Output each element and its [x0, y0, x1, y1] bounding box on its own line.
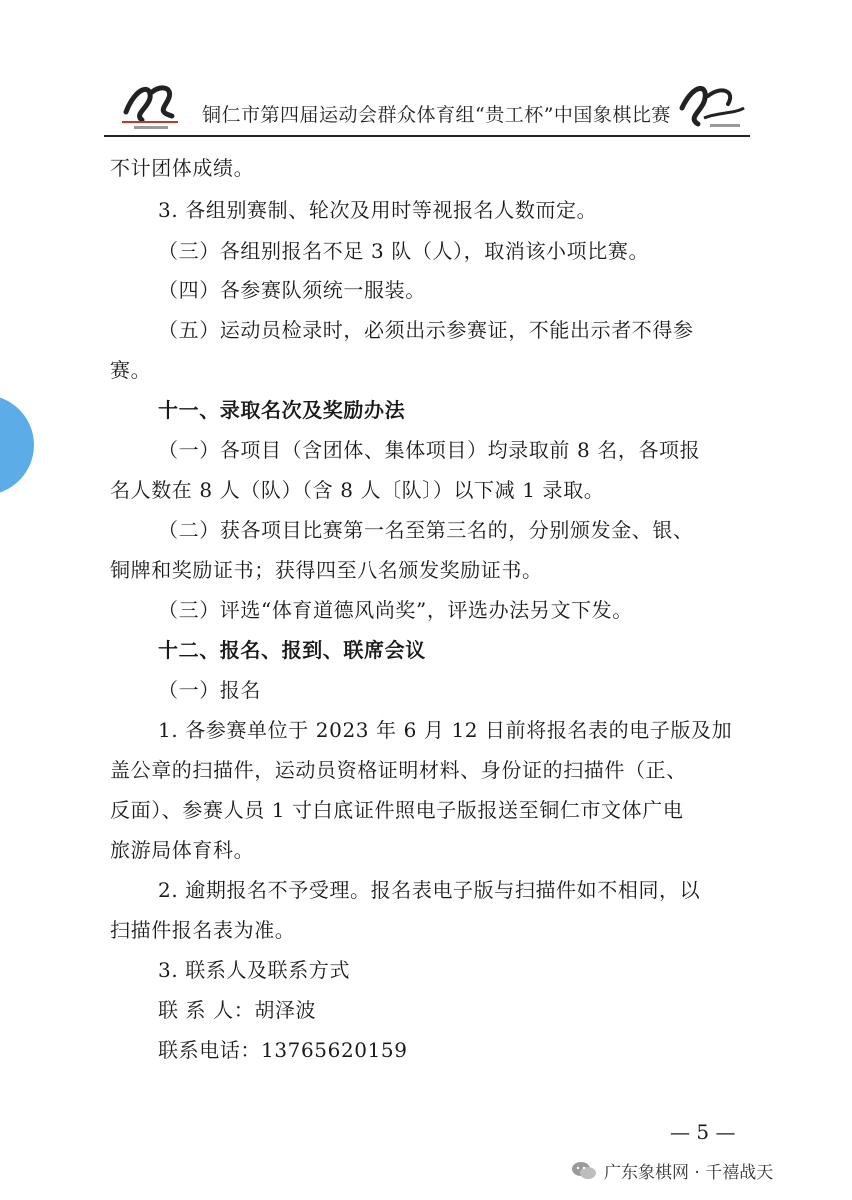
text-line: （三）评选“体育道德风尚奖”，评选办法另文下发。: [158, 598, 633, 622]
text-line: 3. 联系人及联系方式: [158, 958, 351, 982]
text-line: 盖公章的扫描件，运动员资格证明材料、身份证的扫描件（正、: [110, 758, 687, 782]
text-line: 名人数在 8 人（队）（含 8 人〔队〕）以下减 1 录取。: [110, 478, 605, 502]
text-line: 扫描件报名表为准。: [110, 918, 296, 942]
text-line: 3. 各组别赛制、轮次及用时等视报名人数而定。: [158, 198, 598, 222]
text-line: （五）运动员检录时，必须出示参赛证，不能出示者不得参: [158, 318, 694, 342]
text-line: （一）各项目（含团体、集体项目）均录取前 8 名，各项报: [158, 438, 701, 462]
text-line: 不计团体成绩。: [110, 156, 255, 180]
text-line: 铜牌和奖励证书；获得四至八名颁发奖励证书。: [110, 558, 543, 582]
text-line: 赛。: [110, 358, 152, 382]
wechat-icon: [570, 1160, 598, 1182]
document-header: [104, 74, 750, 136]
games-logo-icon: [112, 78, 188, 134]
games-emblem-icon: [674, 78, 750, 134]
section-heading: 十一、录取名次及奖励办法: [158, 398, 406, 422]
text-line: （四）各参赛队须统一服装。: [158, 278, 426, 302]
contact-phone: 联系电话：13765620159: [158, 1038, 408, 1062]
text-line: 2. 逾期报名不予受理。报名表电子版与扫描件如不相同，以: [158, 878, 701, 902]
text-line: （三）各组别报名不足 3 队（人），取消该小项比赛。: [158, 239, 650, 263]
text-line: 1. 各参赛单位于 2023 年 6 月 12 日前将报名表的电子版及加: [158, 718, 733, 742]
text-line: （二）获各项目比赛第一名至第三名的，分别颁发金、银、: [158, 518, 694, 542]
floating-bubble-icon[interactable]: [0, 395, 34, 495]
header-rule: [104, 135, 750, 137]
page-number: — 5 —: [670, 1120, 736, 1144]
text-line: 旅游局体育科。: [110, 838, 255, 862]
watermark-text: 广东象棋网 · 千禧战天: [604, 1163, 774, 1183]
watermark: [570, 1158, 773, 1183]
section-heading: 十二、报名、报到、联席会议: [158, 638, 426, 662]
header-title: 铜仁市第四届运动会群众体育组“贵工杯”中国象棋比赛: [202, 104, 671, 126]
text-line: （一）报名: [158, 678, 261, 702]
text-line: 反面）、参赛人员 1 寸白底证件照电子版报送至铜仁市文体广电: [110, 798, 684, 822]
contact-person: 联 系 人：胡泽波: [158, 998, 317, 1022]
